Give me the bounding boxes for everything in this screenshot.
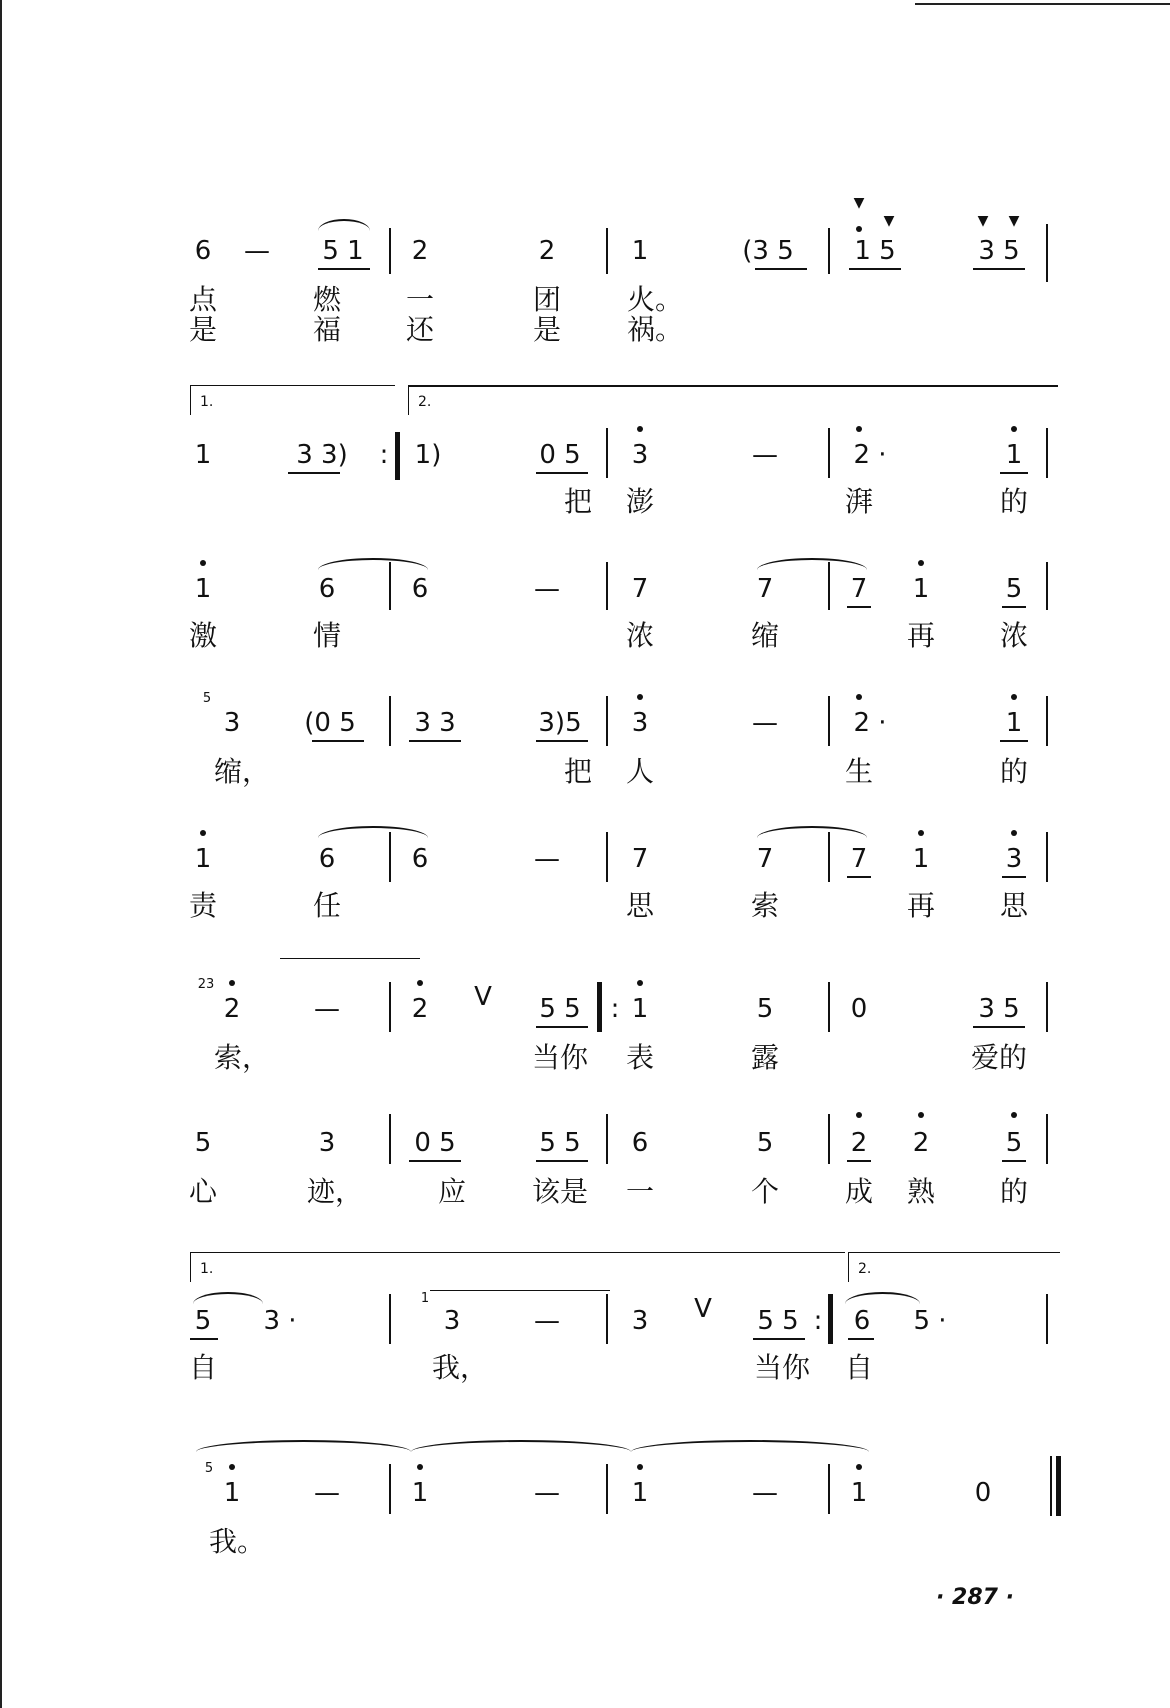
note: 0 5 [539,440,581,470]
note: — [314,994,340,1024]
breath-mark: V [694,1294,712,1324]
note: — [534,1478,560,1508]
octave-dot [918,1112,924,1118]
octave-dot [856,1464,862,1470]
barline [828,562,830,610]
note: 2 · [853,440,887,470]
note: 5 5 [539,1128,581,1158]
volta-bracket [848,1252,1060,1253]
slur [318,219,370,231]
lyric: 心 [188,1175,218,1208]
note: 3)5 [538,708,582,738]
beam [536,1160,588,1162]
octave-dot [637,1464,643,1470]
lyric: 应 [437,1175,467,1208]
note: 2 [411,236,429,266]
barline [1046,428,1048,478]
note: 0 [850,994,868,1024]
note: 6 [411,844,429,874]
lyric: 生 [844,755,874,788]
repeat-end [395,432,400,480]
final-barline [1056,1456,1061,1516]
barline [828,982,830,1032]
note: 6 [194,236,212,266]
beam [409,740,461,742]
note: 7 [631,844,649,874]
lyric: 祸。 [626,313,684,346]
lyric: 责 [188,889,218,922]
beam [1002,876,1026,878]
note: 6 [853,1306,871,1336]
note: — [244,236,270,266]
note: 3 [1005,844,1023,874]
octave-dot [856,1112,862,1118]
beam [973,268,1025,270]
lyric: 的 [999,485,1029,518]
note: 1 [1005,708,1023,738]
note: 1 [223,1478,241,1508]
barline [389,982,391,1032]
octave-dot [229,1464,235,1470]
slur [411,1440,631,1452]
note: 5 [1005,574,1023,604]
lyric: 该是 [531,1175,589,1208]
lyric: 团 [532,283,562,316]
barline [828,1464,830,1514]
note: 6 [411,574,429,604]
lyric: 再 [906,889,936,922]
lyric: 还 [405,313,435,346]
lyric: 火。 [626,283,684,316]
lyric: 迹， [306,1175,364,1208]
note: 1 [631,1478,649,1508]
volta-label: 1. [200,394,214,410]
lyric: 思 [999,889,1029,922]
volta-bracket [190,385,191,415]
slur [845,1292,920,1304]
note: 3 3) [296,440,348,470]
barline [606,832,608,882]
barline [389,1294,391,1344]
note: 5 [1005,1128,1023,1158]
barline [389,228,391,274]
octave-dot [1011,426,1017,432]
note: 2 [411,994,429,1024]
beam [1000,740,1028,742]
note: 6 [631,1128,649,1158]
beam [847,876,871,878]
lyric: 当你 [531,1041,589,1074]
note: 3 · [263,1306,297,1336]
lyric: 我。 [208,1525,266,1558]
note: : [813,1306,823,1336]
note: 5 1 [322,236,364,266]
lyric: 再 [906,619,936,652]
note: 3 [318,1128,336,1158]
accent-mark: ▼ [883,213,895,229]
octave-dot [856,226,862,232]
lyric: 燃 [312,283,342,316]
note: 5 5 [539,994,581,1024]
lyric: 的 [999,1175,1029,1208]
note: 1 [631,994,649,1024]
slur [318,558,428,570]
tie-line [280,958,420,959]
repeat-end [828,1294,833,1344]
page-edge-top [915,3,1170,5]
note: — [534,574,560,604]
lyric: 成 [844,1175,874,1208]
lyric: 人 [625,755,655,788]
octave-dot [229,980,235,986]
note: 6 [318,574,336,604]
barline [606,696,608,746]
note: 1 [912,574,930,604]
barline [1046,982,1048,1032]
note: 0 [974,1478,992,1508]
note: 2 [223,994,241,1024]
octave-dot [417,1464,423,1470]
repeat-start [597,982,602,1032]
note: 5 [756,994,774,1024]
volta-label: 1. [200,1261,214,1277]
octave-dot [856,426,862,432]
lyric: 熟 [906,1175,936,1208]
note: 1 [912,844,930,874]
note: 2 [850,1128,868,1158]
lyric: 点 [188,283,218,316]
lyric: 浓 [625,619,655,652]
barline [606,1294,608,1344]
lyric: 是 [532,313,562,346]
note: — [534,1306,560,1336]
beam [536,472,588,474]
beam [1000,472,1028,474]
beam [753,1338,805,1340]
lyric: 澎 [625,485,655,518]
note: 7 [850,574,868,604]
note: 3 5 [978,236,1020,266]
volta-bracket [408,385,1058,387]
lyric: 是 [188,313,218,346]
tie-line [430,1290,610,1291]
lyric: 的 [999,755,1029,788]
note: 7 [850,844,868,874]
note: 7 [756,844,774,874]
beam [849,268,901,270]
barline [828,428,830,478]
note: 3 [631,440,649,470]
octave-dot [1011,694,1017,700]
lyric: 我， [431,1351,489,1384]
slur [757,826,867,838]
barline [1046,696,1048,746]
lyric: 把 [563,755,593,788]
accent-mark: ▼ [977,213,989,229]
barline [606,1114,608,1164]
volta-label: 2. [418,394,432,410]
note: — [534,844,560,874]
note: 1 [194,844,212,874]
barline [389,1114,391,1164]
barline [1046,832,1048,882]
barline [606,1464,608,1514]
note: — [314,1478,340,1508]
note: 7 [756,574,774,604]
beam [847,606,871,608]
note: 3 5 [978,994,1020,1024]
breath-mark: V [474,982,492,1012]
barline [389,1464,391,1514]
grace-note: 1 [420,1291,430,1306]
beam [190,1338,218,1340]
barline [389,832,391,882]
volta-bracket [190,385,395,386]
octave-dot [918,560,924,566]
note: 1 [1005,440,1023,470]
note: : [379,440,389,470]
beam [288,472,340,474]
lyric: 把 [563,485,593,518]
note: 1 [194,574,212,604]
lyric: 福 [312,313,342,346]
page-number: · 287 · [936,1585,1014,1610]
beam [536,1026,588,1028]
lyric: 索 [750,889,780,922]
note: 2 · [853,708,887,738]
lyric: 缩 [750,619,780,652]
barline [389,562,391,610]
volta-bracket [190,1252,845,1253]
grace-note: 23 [197,977,215,992]
barline [606,562,608,610]
lyric: 个 [750,1175,780,1208]
barline [1046,224,1048,282]
grace-note: 5 [202,691,212,706]
beam [318,268,370,270]
beam [847,1160,871,1162]
volta-label: 2. [858,1261,872,1277]
barline [1046,562,1048,610]
note: 3 3 [414,708,456,738]
lyric: 索， [213,1041,271,1074]
lyric: 情 [312,619,342,652]
slur [631,1440,869,1452]
barline [828,696,830,746]
lyric: 湃 [844,485,874,518]
note: 3 [631,708,649,738]
volta-bracket [190,1252,191,1282]
note: (0 5 [304,708,356,738]
lyric: 缩， [213,755,271,788]
octave-dot [637,980,643,986]
note: 7 [631,574,649,604]
octave-dot [200,560,206,566]
barline [389,696,391,746]
note: 3 [631,1306,649,1336]
barline [828,228,830,274]
note: 2 [538,236,556,266]
barline [606,428,608,478]
octave-dot [637,426,643,432]
lyric: 当你 [753,1351,811,1384]
lyric: 思 [625,889,655,922]
note: 6 [318,844,336,874]
barline [828,832,830,882]
octave-dot [1011,830,1017,836]
note: 5 [194,1128,212,1158]
octave-dot [856,694,862,700]
slur [193,1292,263,1304]
slur [757,558,867,570]
note: 5 [194,1306,212,1336]
beam [755,268,807,270]
note: 5 [756,1128,774,1158]
note: 1 [194,440,212,470]
note: — [752,440,778,470]
barline [828,1114,830,1164]
accent-mark: ▼ [1008,213,1020,229]
lyric: 自 [188,1351,218,1384]
barline [1046,1114,1048,1164]
volta-bracket [848,1252,849,1282]
slur [196,1440,411,1452]
lyric: 露 [750,1041,780,1074]
note: (3 5 [742,236,794,266]
octave-dot [918,830,924,836]
page-edge-left [0,0,2,1708]
beam [409,1160,461,1162]
lyric: 一 [625,1175,655,1208]
beam [848,1338,874,1340]
grace-note: 5 [204,1461,214,1476]
note: : [610,994,620,1024]
barline [606,228,608,274]
lyric: 激 [188,619,218,652]
volta-bracket [408,385,409,415]
note: 1 [631,236,649,266]
note: 1 [411,1478,429,1508]
note: 1 [850,1478,868,1508]
lyric: 一 [405,283,435,316]
note: 3 [223,708,241,738]
note: 0 5 [414,1128,456,1158]
barline [1046,1294,1048,1344]
note: — [752,1478,778,1508]
accent-mark: ▼ [853,195,865,211]
note: 5 5 [757,1306,799,1336]
slur [318,826,428,838]
lyric: 自 [844,1351,874,1384]
lyric: 表 [625,1041,655,1074]
note: 3 [443,1306,461,1336]
beam [1002,606,1026,608]
final-barline [1050,1456,1052,1516]
lyric: 任 [312,889,342,922]
note: 5 · [913,1306,947,1336]
beam [312,740,364,742]
note: 1) [414,440,442,470]
lyric: 爱的 [970,1041,1028,1074]
beam [973,1026,1025,1028]
beam [1002,1160,1026,1162]
lyric: 浓 [999,619,1029,652]
beam [536,740,588,742]
octave-dot [200,830,206,836]
note: 2 [912,1128,930,1158]
octave-dot [417,980,423,986]
octave-dot [637,694,643,700]
octave-dot [1011,1112,1017,1118]
note: 1 5 [854,236,896,266]
note: — [752,708,778,738]
